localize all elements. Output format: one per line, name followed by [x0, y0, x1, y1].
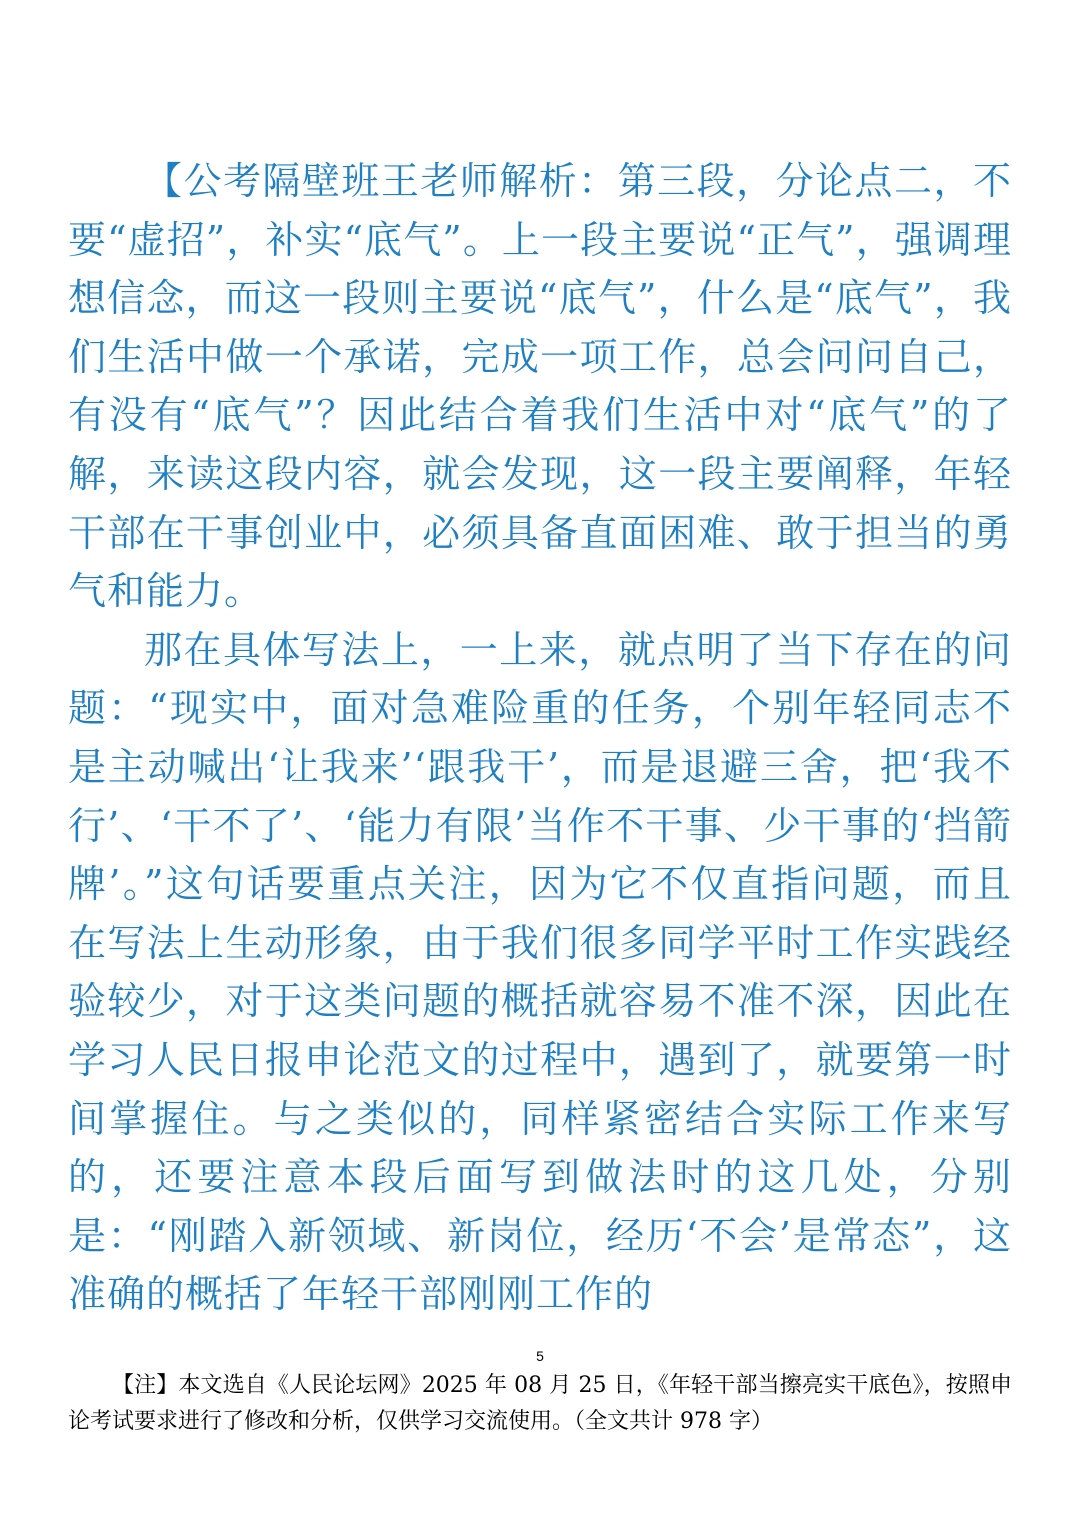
footnote: 【注】本文选自《人民论坛网》2025 年 08 月 25 日，《年轻干部当擦亮实干底色》，按照申论考试要求进行了修改和分析，仅供学习交流使用。（全文共计 978 字）	[68, 1373, 1012, 1434]
analysis-paragraph-2: 那在具体写法上，一上来，就点明了当下存在的问题：“现实中，面对急难险重的任务，个别年轻同志不是主动喊出‘让我来’‘跟我干’，而是退避三舍，把‘我不行’、‘干不了’、‘能力有限’当作不干事、少干事的‘挡箭牌’。”这句话要重点关注，因为它不仅直指问题，而且在写法上生动形象，由于我们很多同学平时工作实践经验较少，对于这类问题的概括就容易不准不深，因此在学习人民日报申论范文的过程中，遇到了，就要第一时间掌握住。与之类似的，同样紧密结合实际工作来写的，还要注意本段后面写到做法时的这几处，分别是：“刚踏入新领域、新岗位，经历‘不会’是常态”，这准确的概括了年轻干部刚刚工作的	[68, 627, 1012, 1317]
analysis-paragraph-1: 【公考隔壁班王老师解析：第三段，分论点二，不要“虚招”，补实“底气”。上一段主要说“正气”，强调理想信念，而这一段则主要说“底气”，什么是“底气”，我们生活中做一个承诺，完成一项工作，总会问问自己，有没有“底气”？因此结合着我们生活中对“底气”的了解，来读这段内容，就会发现，这一段主要阐释，年轻干部在干事创业中，必须具备直面困难、敢于担当的勇气和能力。	[68, 159, 1012, 614]
page-number: 5	[536, 1348, 544, 1364]
page-body	[68, 152, 1012, 1324]
